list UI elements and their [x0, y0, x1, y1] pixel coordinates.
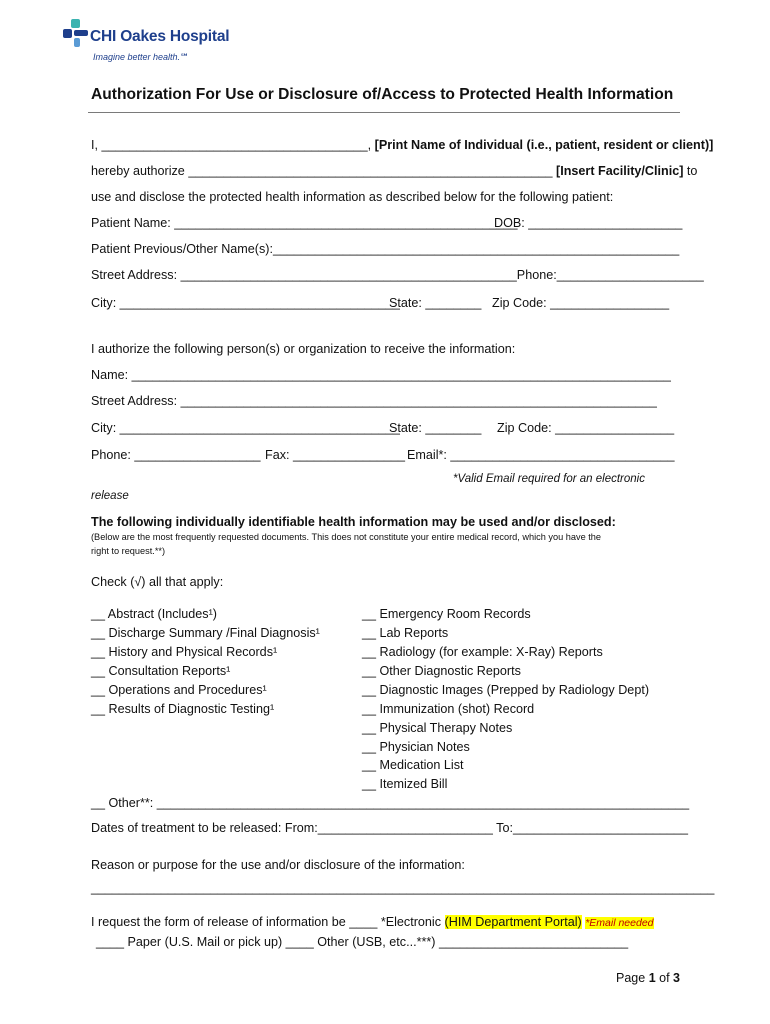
checklist-item[interactable]: __ Physical Therapy Notes [362, 721, 513, 735]
checklist-item[interactable]: __ Diagnostic Images (Prepped by Radiology Dept) [362, 683, 650, 697]
checklist-item[interactable]: __ Emergency Room Records [362, 607, 531, 621]
page-number [616, 971, 680, 985]
individual-name-blank[interactable]: I, ______________________________________, [91, 138, 372, 152]
patient-zip-field[interactable]: Zip Code: _________________ [492, 296, 670, 310]
checklist-item[interactable]: __ Itemized Bill [362, 777, 448, 791]
checklist-item[interactable]: __ History and Physical Records¹ [91, 645, 278, 659]
checklist-item[interactable]: __ Other Diagnostic Reports [362, 664, 521, 678]
email-needed-note: *Email needed [585, 917, 654, 929]
intro-line-1 [91, 138, 713, 152]
electronic-option[interactable]: I request the form of release of information be ____ *Electronic [91, 915, 442, 929]
individual-name-label: [Print Name of Individual (i.e., patient, resident or client)] [374, 138, 714, 152]
email-note-cont: release [91, 490, 129, 502]
release-form-line-1 [91, 915, 654, 929]
recipient-zip-field[interactable]: Zip Code: _________________ [497, 421, 675, 435]
patient-city-field[interactable]: City: ________________________________________ [91, 296, 400, 310]
page-label: Page [616, 971, 646, 985]
recipient-fax-field[interactable]: Fax: ________________ [265, 448, 406, 462]
intro-line-3: use and disclose the protected health information as described below for the following patient: [91, 190, 614, 204]
info-heading: The following individually identifiable health information may be used and/or disclosed: [91, 515, 616, 529]
recipient-street-field[interactable]: Street Address: ____________________________________________________________________ [91, 394, 657, 408]
check-all-label: Check (√) all that apply: [91, 575, 224, 589]
facility-label: [Insert Facility/Clinic] [556, 164, 684, 178]
recipient-state-field[interactable]: State: ________ [389, 421, 482, 435]
checklist-item[interactable]: __ Abstract (Includes¹) [91, 607, 217, 621]
checklist-item[interactable]: __ Operations and Procedures¹ [91, 683, 267, 697]
recipient-name-field[interactable]: Name: _____________________________________________________________________________ [91, 368, 671, 382]
recipient-intro: I authorize the following person(s) or organization to receive the information: [91, 342, 516, 356]
other-field[interactable]: __ Other**: ____________________________________________________________________________ [91, 796, 690, 810]
checklist-item[interactable]: __ Medication List [362, 758, 464, 772]
logo [62, 18, 262, 68]
reason-field[interactable]: _________________________________________________________________________________________ [91, 881, 715, 895]
patient-state-field[interactable]: State: ________ [389, 296, 482, 310]
patient-prev-names-field[interactable]: Patient Previous/Other Name(s):__________________________________________________________ [91, 242, 680, 256]
page-of: of [659, 971, 670, 985]
checklist-item[interactable]: __ Results of Diagnostic Testing¹ [91, 702, 275, 716]
checklist-item[interactable]: __ Radiology (for example: X-Ray) Reports [362, 645, 603, 659]
recipient-phone-field[interactable]: Phone: __________________ [91, 448, 261, 462]
checklist-item[interactable]: __ Consultation Reports¹ [91, 664, 231, 678]
recipient-email-field[interactable]: Email*: ________________________________ [407, 448, 675, 462]
release-form-line-2[interactable]: ____ Paper (U.S. Mail or pick up) ____ Other (USB, etc...***) ___________________________ [96, 935, 629, 949]
patient-name-field[interactable]: Patient Name: _________________________________________________ [91, 216, 518, 230]
checklist-item[interactable]: __ Physician Notes [362, 740, 470, 754]
treatment-dates-field[interactable]: Dates of treatment to be released: From:_________________________ To:_________________________ [91, 821, 689, 835]
facility-to: to [686, 164, 698, 178]
page-title: Authorization For Use or Disclosure of/Access to Protected Health Information [91, 86, 674, 103]
him-portal-highlight: (HIM Department Portal) [444, 915, 582, 929]
intro-line-2 [91, 164, 697, 178]
page-current: 1 [648, 971, 656, 985]
email-note: *Valid Email required for an electronic [453, 473, 645, 485]
logo-tagline: Imagine better health.℠ [93, 52, 190, 62]
logo-name: CHI Oakes Hospital [90, 28, 230, 45]
patient-dob-field[interactable]: DOB: ______________________ [494, 216, 683, 230]
facility-blank[interactable]: hereby authorize ____________________________________________________ [91, 164, 553, 178]
page-total: 3 [673, 971, 680, 985]
info-note-cont: right to request.**) [91, 546, 166, 556]
checklist-item[interactable]: __ Lab Reports [362, 626, 449, 640]
patient-street-field[interactable]: Street Address: ________________________________________________Phone:_____________________ [91, 268, 704, 282]
checklist-item[interactable]: __ Immunization (shot) Record [362, 702, 535, 716]
recipient-city-field[interactable]: City: ________________________________________ [91, 421, 400, 435]
checklist-item[interactable]: __ Discharge Summary /Final Diagnosis¹ [91, 626, 320, 640]
info-note: (Below are the most frequently requested documents. This does not constitute your entire medical record, which you have the [91, 532, 602, 542]
reason-label: Reason or purpose for the use and/or disclosure of the information: [91, 858, 465, 872]
title-divider [88, 112, 680, 113]
